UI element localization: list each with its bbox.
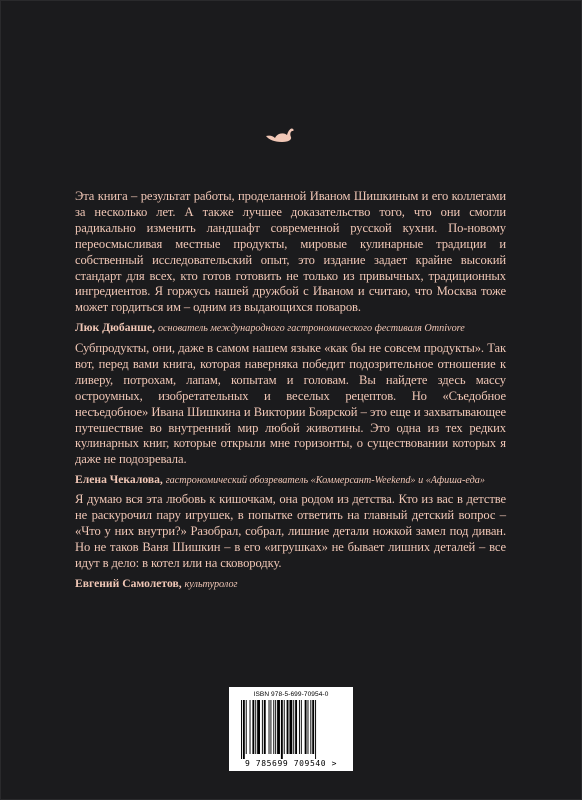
swan-icon: [264, 124, 296, 144]
quote-text: Я думаю вся эта любовь к кишочкам, она родом из детства. Кто из вас в детстве не раскурочил пару игрушек, в попытке ответить на главный детский вопрос – «Что у них внутри?» Разобрал, собрал, лишние детали ножкой замел под диван. Но не таков Ваня Шишкин – в его «игрушках» не бывает лишних деталей – все идут в дело: в котел или на сковородку.: [75, 492, 506, 570]
quote-attribution: [75, 321, 506, 336]
barcode: [241, 700, 341, 759]
barcode-bar: [310, 700, 311, 754]
barcode-bar: [257, 700, 260, 754]
barcode-bar: [315, 700, 316, 759]
barcode-bar: [299, 700, 300, 754]
barcode-bar: [305, 700, 307, 754]
barcode-bar: [275, 700, 276, 754]
barcode-bar: [273, 700, 274, 754]
barcode-bar: [287, 700, 289, 754]
barcode-bar: [308, 700, 309, 754]
quote-author-role: основатель международного гастрономического фестиваля Omnivore: [157, 323, 465, 335]
quote-block: [75, 189, 506, 336]
quote-author: Люк Дюбанше,: [75, 321, 156, 335]
quote-author: Елена Чекалова,: [75, 473, 163, 487]
quote-author-role: гастрономический обозреватель «Коммерсант-Weekend» и «Афиша-еда»: [165, 475, 485, 487]
barcode-bar: [295, 700, 297, 754]
barcode-bar: [293, 700, 294, 754]
isbn-barcode-box: [229, 687, 353, 771]
barcode-bar: [281, 700, 283, 759]
barcode-bar: [284, 700, 285, 754]
barcode-bar: [250, 700, 251, 754]
quote-text: Эта книга – результат работы, проделанной Иваном Шишкиным и его коллегами за несколько лет. А также лучшее доказательство того, что они смогли радикально изменить ландшафт современной русской кухни. По-новому переосмысливая местные продукты, мировые кулинарные традиции и собственный исследовательский опыт, это издание задает крайне высокий стандарт для всех, кто готов готовить не только из привычных, традиционных ингредиентов. Я горжусь нашей дружбой с Иваном и считаю, что Москва тоже может гордиться им – одним из выдающихся поваров.: [75, 189, 506, 315]
barcode-bar: [262, 700, 263, 754]
barcode-bar: [301, 700, 302, 754]
barcode-bar: [312, 700, 314, 754]
quote-attribution: [75, 577, 506, 592]
quote-text: Субпродукты, они, даже в самом нашем языке «как бы не совсем продукты». Так вот, перед вами книга, которая наверняка победит подозрительное отношение к ливеру, потрохам, лапам, копытам и головам. Вы найдете здесь массу остроумных, изобретательных и веселых рецептов. Но «Съедобное несъедобное» Ивана Шишкина и Виктории Боярской – это еще и захватывающее путешествие во внутренний мир любой животины. Это одна из тех редких кулинарных книг, которые открыли мне горизонты, о существовании которых я даже не подозревала.: [75, 341, 506, 467]
barcode-bar: [241, 700, 242, 759]
barcode-bar: [277, 700, 280, 754]
quote-author: Евгений Самолетов,: [75, 576, 182, 590]
quote-block: [75, 492, 506, 592]
quote-attribution: [75, 473, 506, 488]
barcode-bar: [269, 700, 270, 754]
quote-author-role: культуролог: [184, 578, 238, 590]
barcode-bar: [243, 700, 245, 759]
barcode-bar: [270, 700, 271, 754]
barcode-bar: [264, 700, 266, 754]
quote-block: [75, 341, 506, 488]
barcode-digits: 9 785699 709540 >: [244, 759, 338, 768]
barcode-bar: [246, 700, 247, 754]
isbn-label: ISBN 978-5-699-70954-0: [253, 691, 329, 698]
barcode-bar: [252, 700, 254, 754]
barcode-bar: [289, 700, 292, 754]
barcode-bar: [255, 700, 256, 754]
